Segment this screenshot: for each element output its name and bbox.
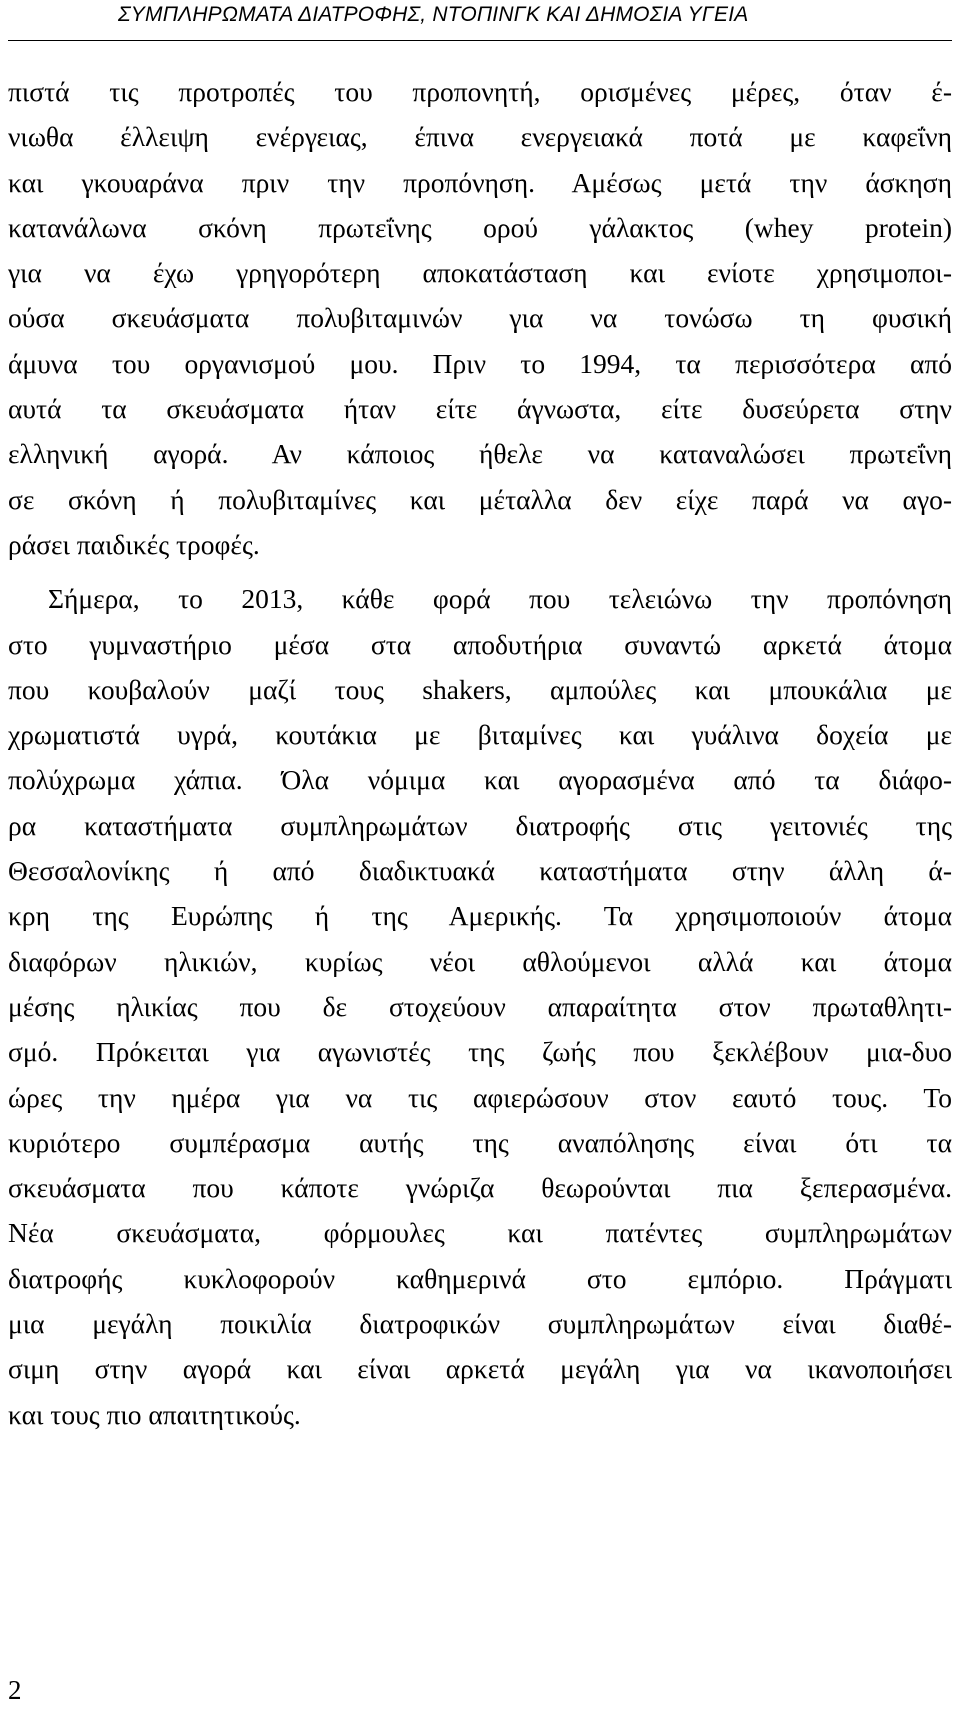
text-line: στο γυμναστήριο μέσα στα αποδυτήρια συναντώ αρκετά άτομα (8, 628, 952, 660)
text-line: Σήμερα, το 2013, κάθε φορά που τελειώνω την προπόνηση (48, 583, 952, 615)
running-header-title: ΣΥΜΠΛΗΡΩΜΑΤΑ ΔΙΑΤΡΟΦΗΣ, ΝΤΟΠΙΝΓΚ ΚΑΙ ΔΗΜΟΣΙΑ ΥΓΕΙΑ (118, 3, 749, 26)
text-line: διατροφής κυκλοφορούν καθημερινά στο εμπόριο. Πράγματι (8, 1262, 952, 1294)
text-line: Νέα σκευάσματα, φόρμουλες και πατέντες συμπληρωμάτων (8, 1217, 952, 1249)
text-line: ελληνική αγορά. Αν κάποιος ήθελε να καταναλώσει πρωτεΐνη (8, 438, 952, 470)
text-line: μια μεγάλη ποικιλία διατροφικών συμπληρωμάτων είναι διαθέ- (8, 1308, 952, 1340)
text-line: διαφόρων ηλικιών, κυρίως νέοι αθλούμενοι αλλά και άτομα (8, 945, 952, 977)
text-line: ούσα σκευάσματα πολυβιταμινών για να τονώσω τη φυσική (8, 302, 952, 334)
body-text (8, 69, 952, 1437)
text-line: κατανάλωνα σκόνη πρωτεΐνης ορού γάλακτος (whey protein) (8, 211, 952, 243)
header-divider (8, 40, 952, 41)
page-number: 2 (8, 1675, 22, 1705)
text-line: νιωθα έλλειψη ενέργειας, έπινα ενεργειακά ποτά με καφεΐνη (8, 121, 952, 153)
text-line: πιστά τις προτροπές του προπονητή, ορισμένες μέρες, όταν έ- (8, 76, 952, 107)
paragraph-gap (8, 567, 952, 576)
text-line: Θεσσαλονίκης ή από διαδικτυακά καταστήματα στην άλλη ά- (8, 855, 952, 887)
text-line: κυριότερο συμπέρασμα αυτής της αναπόλησης είναι ότι τα (8, 1126, 952, 1158)
text-line: και τους πιο απαιτητικούς. (8, 1398, 301, 1430)
text-line: άμυνα του οργανισμού μου. Πριν το 1994, τα περισσότερα από (8, 347, 952, 379)
text-line: αυτά τα σκευάσματα ήταν είτε άγνωστα, είτε δυσεύρετα στην (8, 393, 952, 425)
text-line: μέσης ηλικίας που δε στοχεύουν απαραίτητα στον πρωταθλητι- (8, 990, 952, 1022)
text-line: ράσει παιδικές τροφές. (8, 528, 260, 560)
text-line: σε σκόνη ή πολυβιταμίνες και μέταλλα δεν είχε παρά να αγο- (8, 483, 952, 515)
text-line: που κουβαλούν μαζί τους shakers, αμπούλες και μπουκάλια με (8, 673, 952, 705)
text-line: για να έχω γρηγορότερη αποκατάσταση και ενίοτε χρησιμοποι- (8, 257, 952, 289)
text-line: πολύχρωμα χάπια. Όλα νόμιμα και αγορασμένα από τα διάφο- (8, 764, 952, 796)
paragraph-1 (8, 69, 952, 567)
text-line: ώρες την ημέρα για να τις αφιερώσουν στον εαυτό τους. Το (8, 1081, 952, 1113)
text-line: χρωματιστά υγρά, κουτάκια με βιταμίνες και γυάλινα δοχεία με (8, 719, 952, 751)
text-line: σκευάσματα που κάποτε γνώριζα θεωρούνται πια ξεπερασμένα. (8, 1172, 952, 1204)
text-line: σμό. Πρόκειται για αγωνιστές της ζωής που ξεκλέβουν μια-δυο (8, 1036, 952, 1068)
text-line: κρη της Ευρώπης ή της Αμερικής. Τα χρησιμοποιούν άτομα (8, 900, 952, 932)
text-line: σιμη στην αγορά και είναι αρκετά μεγάλη για να ικανοποιήσει (8, 1353, 952, 1385)
text-line: και γκουαράνα πριν την προπόνηση. Αμέσως μετά την άσκηση (8, 166, 952, 198)
text-line: ρα καταστήματα συμπληρωμάτων διατροφής στις γειτονιές της (8, 809, 952, 841)
paragraph-2 (8, 576, 952, 1437)
